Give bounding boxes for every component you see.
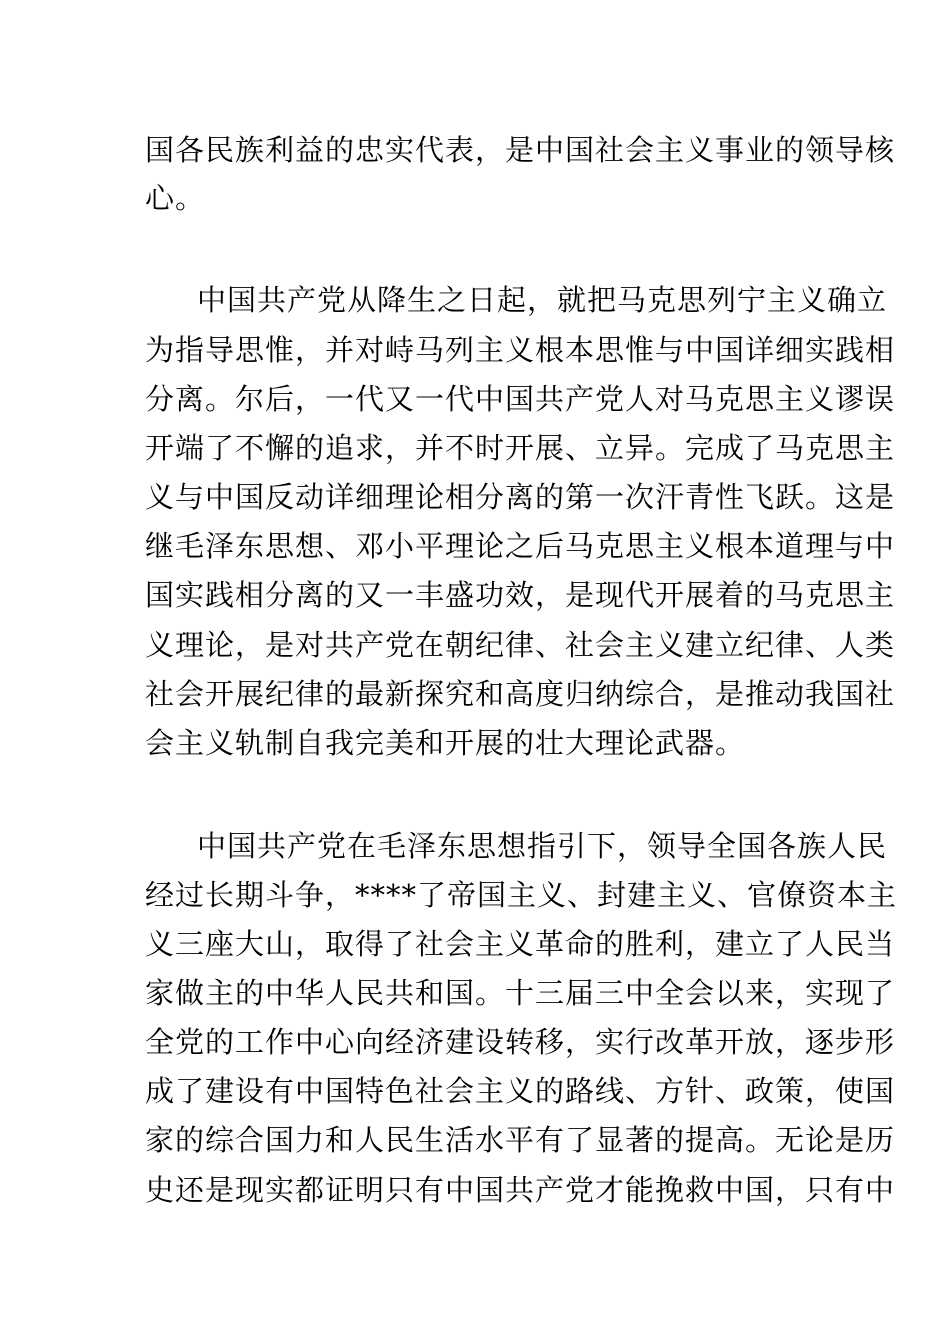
paragraph-2-line-5: 义与中国反动详细理论相分离的第一次汗青性飞跃。这是 [145, 480, 896, 514]
paragraph-3-line-5: 全党的工作中心向经济建设转移，实行改革开放，逐步形 [145, 1025, 896, 1059]
paragraph-2-line-2: 为指导思惟，并对峙马列主义根本思惟与中国详细实践相 [145, 333, 896, 367]
paragraph-2-line-1: 中国共产党从降生之日起，就把马克思列宁主义确立 [197, 283, 888, 317]
paragraph-2-line-7: 国实践相分离的又一丰盛功效，是现代开展着的马克思主 [145, 578, 896, 612]
paragraph-2-line-3: 分离。尔后，一代又一代中国共产党人对马克思主义谬误 [145, 382, 896, 416]
paragraph-2-line-6: 继毛泽东思想、邓小平理论之后马克思主义根本道理与中 [145, 529, 896, 563]
paragraph-3-line-1: 中国共产党在毛泽东思想指引下，领导全国各族人民 [197, 829, 888, 863]
paragraph-2-line-4: 开端了不懈的追求，并不时开展、立异。完成了马克思主 [145, 431, 896, 465]
paragraph-3-line-3: 义三座大山，取得了社会主义革命的胜利，建立了人民当 [145, 927, 896, 961]
paragraph-3-line-2: 经过长期斗争，****了帝国主义、封建主义、官僚资本主 [145, 878, 898, 912]
paragraph-2-line-8: 义理论，是对共产党在朝纪律、社会主义建立纪律、人类 [145, 628, 896, 662]
paragraph-1-line-2: 心。 [145, 181, 206, 215]
paragraph-2-line-10: 会主义轨制自我完美和开展的壮大理论武器。 [145, 726, 746, 760]
paragraph-1-line-1: 国各民族利益的忠实代表，是中国社会主义事业的领导核 [145, 133, 896, 167]
paragraph-2-line-9: 社会开展纪律的最新探究和高度归纳综合，是推动我国社 [145, 677, 896, 711]
paragraph-3-line-4: 家做主的中华人民共和国。十三届三中全会以来，实现了 [145, 976, 896, 1010]
paragraph-3-line-7: 家的综合国力和人民生活水平有了显著的提高。无论是历 [145, 1123, 896, 1157]
paragraph-3-line-8: 史还是现实都证明只有中国共产党才能挽救中国，只有中 [145, 1173, 896, 1207]
paragraph-3-line-6: 成了建设有中国特色社会主义的路线、方针、政策，使国 [145, 1074, 896, 1108]
